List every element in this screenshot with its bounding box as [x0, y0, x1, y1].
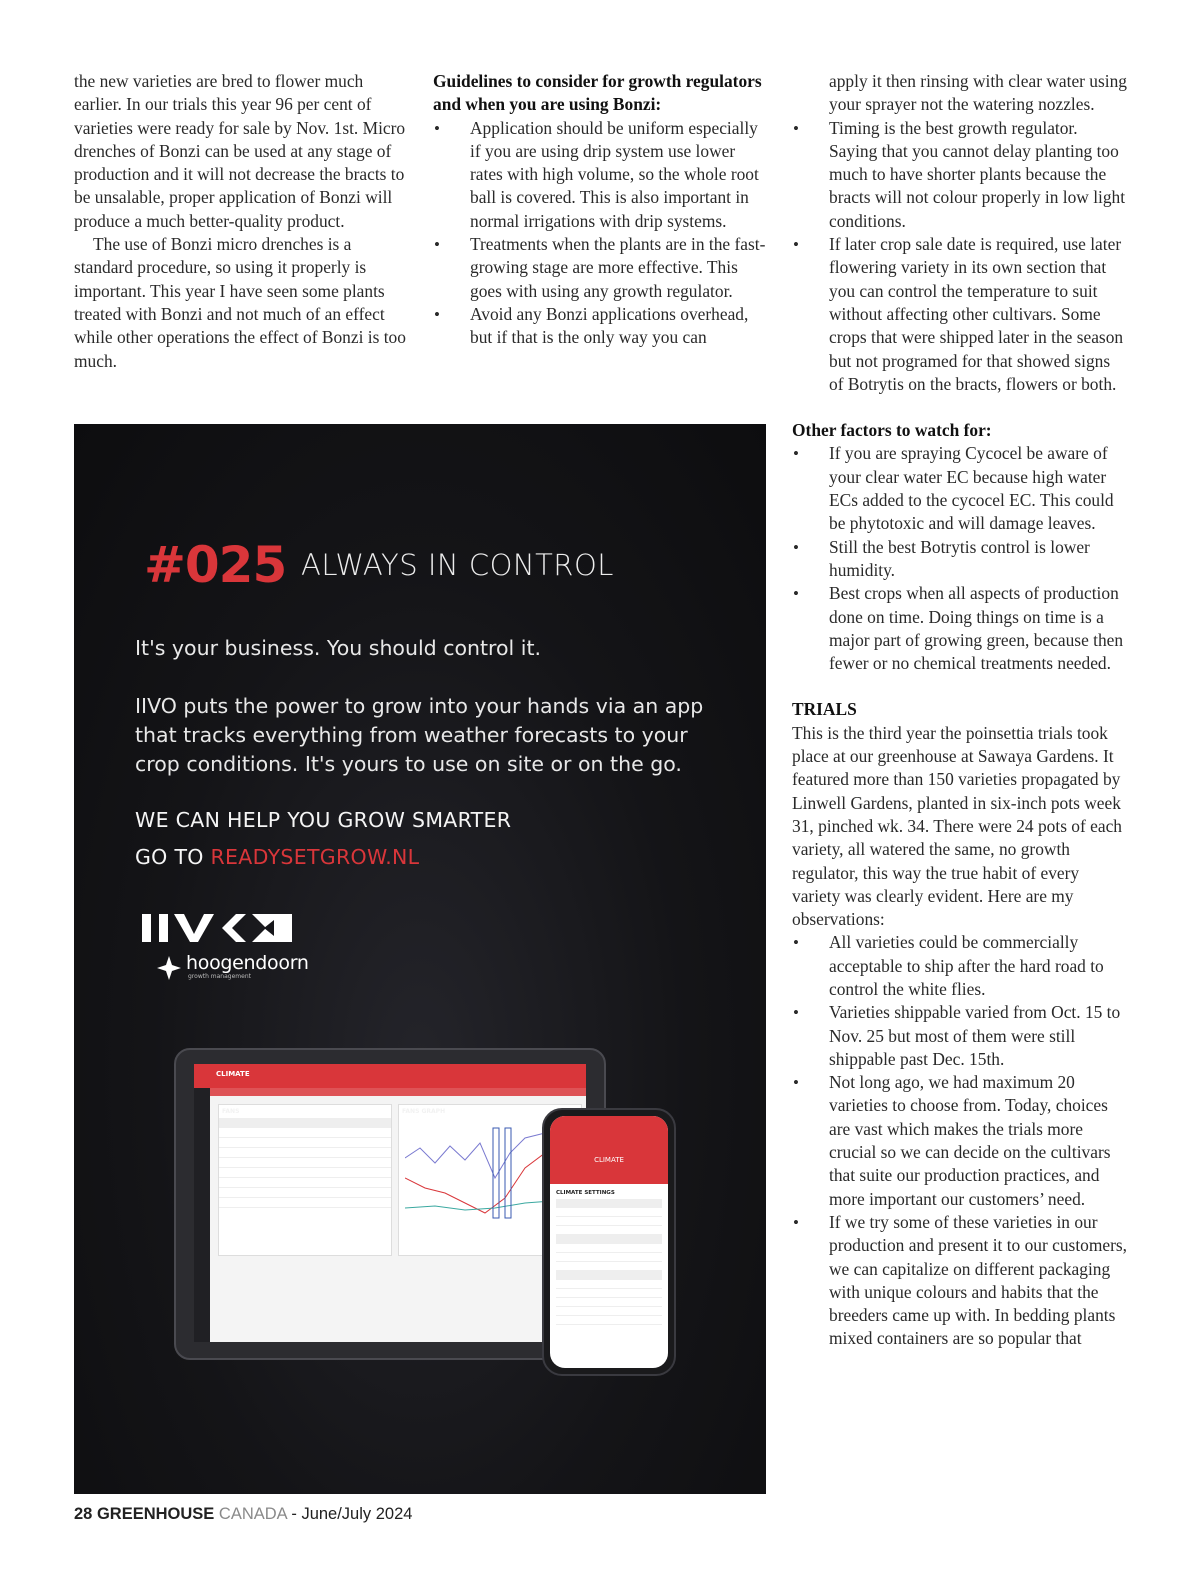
- article-column-1: [74, 70, 408, 373]
- ad-url[interactable]: READYSETGROW.NL: [210, 845, 420, 869]
- list-item: • If you are spraying Cycocel be aware of your clear water EC because high water ECs added to the cycocel EC. This could be phytotoxic and will damage leaves.: [792, 442, 1128, 535]
- list-item: • Best crops when all aspects of production done on time. Doing things on time is a major part of growing green, because then fewer or no chemical treatments needed.: [792, 582, 1128, 675]
- ad-link-prefix: GO TO: [135, 845, 211, 869]
- list-item: • Varieties shippable varied from Oct. 15 to Nov. 25 but most of them were still shippable past Dec. 15th.: [792, 1001, 1128, 1071]
- list-item: • If we try some of these varieties in our production and present it to our customers, we can capitalize on different packaging with unique colours and habits that the breeders came up with. In bedding plants mixed containers are so popular that: [792, 1211, 1128, 1351]
- ad-title: ALWAYS IN CONTROL: [301, 548, 614, 582]
- advertisement[interactable]: [74, 424, 766, 1494]
- tablet-screen: [194, 1064, 586, 1342]
- list-item: • Still the best Botrytis control is lower humidity.: [792, 536, 1128, 583]
- phone-screen: [550, 1116, 668, 1368]
- list-item: • Avoid any Bonzi applications overhead, but if that is the only way you can: [433, 303, 767, 350]
- list-item: • Not long ago, we had maximum 20 varieties to choose from. Today, choices are vast which makes the trials more crucial so we can decide on the cultivars that suite our production practices, and more important our customers’ need.: [792, 1071, 1128, 1211]
- brand-subtitle: growth management: [188, 973, 251, 980]
- ad-tagline: It's your business. You should control it.: [135, 636, 542, 660]
- brand-name: hoogendoorn: [186, 952, 309, 974]
- bullet-list: [792, 931, 1128, 1350]
- section-heading: TRIALS: [792, 699, 857, 720]
- ad-number: #025: [144, 536, 287, 594]
- continued-bullet-text: apply it then rinsing with clear water using your sprayer not the watering nozzles.: [829, 71, 1127, 115]
- iivo-logo: [142, 912, 294, 946]
- phone-app-header: CLIMATE: [550, 1116, 668, 1184]
- list-item: • Treatments when the plants are in the fast-growing stage are more effective. This goes with using any growth regulator.: [433, 233, 767, 303]
- list-item: • If later crop sale date is required, use later flowering variety in its own section that you can control the temperature to suit without affecting other cultivars. Some crops that were shipped later in the season but not programed for that showed signs of Botrytis on the bracts, flowers or both.: [792, 233, 1128, 396]
- page-footer: [74, 1505, 412, 1524]
- article-column-3: [792, 70, 1128, 1351]
- page-number: 28: [74, 1505, 93, 1523]
- ad-link[interactable]: [135, 845, 419, 869]
- phone-mockup: [542, 1108, 676, 1376]
- bullet-list: [433, 117, 767, 350]
- ad-body: IIVO puts the power to grow into your hands via an app that tracks everything from weather forecasts to your crop conditions. It's yours to use on site or on the go.: [135, 694, 704, 776]
- paragraph: The use of Bonzi micro drenches is a standard procedure, so using it properly is important. This year I have seen some plants treated with Bonzi and not much of an effect while other operations the effect of Bonzi is too much.: [74, 234, 406, 371]
- hoogendoorn-mark-icon: [156, 955, 182, 981]
- paragraph: This is the third year the poinsettia trials took place at our greenhouse at Sawaya Gardens. It featured more than 150 varieties propagated by Linwell Gardens, planted in six-inch pots week 31, pinched wk. 34. There were 24 pots of each variety, all watered the same, no growth regulator, this way the true habit of every variety was clearly evident. Here are my observations:: [792, 722, 1122, 930]
- fans-panel: FANS: [218, 1104, 392, 1256]
- list-item: • All varieties could be commercially acceptable to ship after the hard road to control the white flies.: [792, 931, 1128, 1001]
- app-header: CLIMATE: [194, 1064, 586, 1088]
- bullet-list: [792, 117, 1128, 397]
- list-item: • Application should be uniform especially if you are using drip system use lower rates with high volume, so the whole root ball is covered. This is also important in normal irrigations with drip systems.: [433, 117, 767, 233]
- fans-graph-panel: FANS GRAPH: [398, 1104, 582, 1256]
- paragraph: the new varieties are bred to flower much earlier. In our trials this year 96 per cent of varieties were ready for sale by Nov. 1st. Micro drenches of Bonzi can be used at any stage of production and it will not decrease the bracts to be unsalable, proper application of Bonzi will produce a much better-quality product.: [74, 71, 406, 231]
- magazine-name: GREENHOUSE: [96, 1505, 215, 1523]
- phone-section-title: CLIMATE SETTINGS: [556, 1190, 615, 1196]
- bullet-list: [792, 442, 1128, 675]
- ad-cta: WE CAN HELP YOU GROW SMARTER: [135, 808, 512, 832]
- list-item: • Timing is the best growth regulator. Saying that you cannot delay planting too much to have shorter plants because the bracts will not colour properly in low light conditions.: [792, 117, 1128, 233]
- issue-date: - June/July 2024: [291, 1505, 413, 1523]
- section-heading: Guidelines to consider for growth regulators and when you are using Bonzi:: [433, 71, 762, 115]
- article-column-2: [433, 70, 767, 350]
- section-heading: Other factors to watch for:: [792, 420, 992, 441]
- magazine-name-light: CANADA: [218, 1505, 287, 1523]
